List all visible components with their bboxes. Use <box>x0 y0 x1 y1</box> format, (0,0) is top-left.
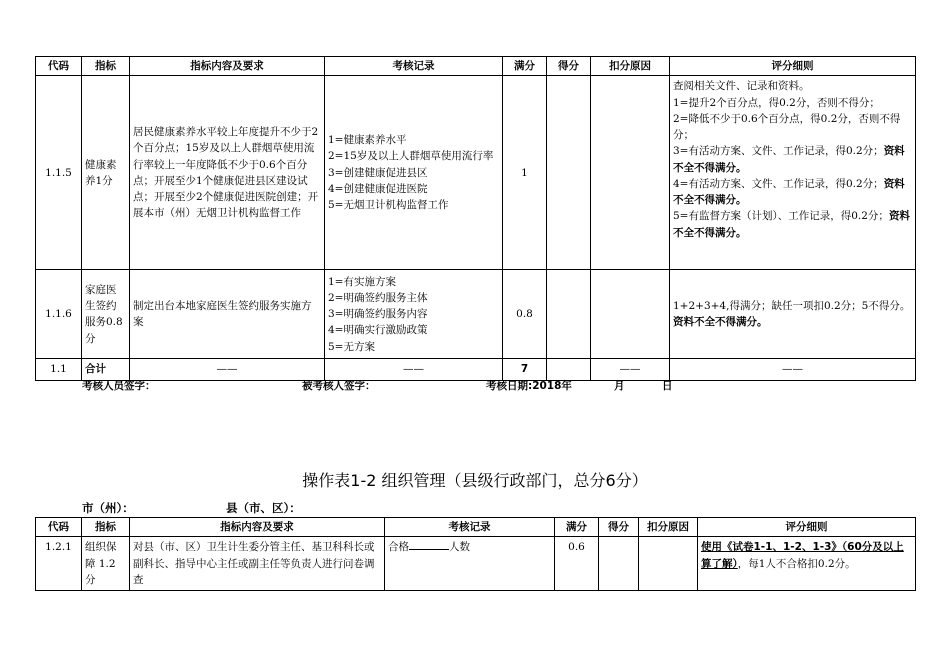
header-record: 考核记录 <box>385 518 555 537</box>
header-record: 考核记录 <box>325 57 503 76</box>
record-item: 4=明确实行激励政策 <box>328 324 428 337</box>
header-deduction-reason: 扣分原因 <box>639 518 698 537</box>
row-full-score: 0.6 <box>555 537 599 591</box>
city-label: 市（州）： <box>82 501 134 515</box>
rule-underlined-text: 使用《试卷1-1、1-2、1-3》（60分及以上算了解） <box>701 541 904 570</box>
rule-text: ，每1人不合格扣0.2分。 <box>737 557 856 570</box>
header-content: 指标内容及要求 <box>130 518 385 537</box>
header-deduction-reason: 扣分原因 <box>591 57 670 76</box>
header-indicator: 指标 <box>82 57 130 76</box>
header-score: 得分 <box>599 518 639 537</box>
total-score-cell[interactable] <box>547 359 591 380</box>
header-indicator: 指标 <box>82 518 130 537</box>
rule-text: 5=有监督方案（计划）、工作记录，得0.2分； <box>673 210 889 223</box>
total-dash: —— <box>325 359 503 380</box>
row-content: 居民健康素养水平较上年度提升不少于2个百分点；15岁及以上人群烟草使用流行率较上一年度降低不少于0.6个百分点；开展至少1个健康促进县区建设试点；开展至少2个健康促进医院创建；开展本市（州）无烟卫计机构监督工作 <box>130 76 325 270</box>
total-dash: —— <box>130 359 325 380</box>
row-content: 对县（市、区）卫生计生委分管主任、基卫科科长或副科长、指导中心主任或副主任等负责人进行问卷调查 <box>130 537 385 591</box>
record-item: 2=明确签约服务主体 <box>328 291 428 304</box>
row-indicator: 组织保障 1.2分 <box>82 537 130 591</box>
total-row <box>36 359 916 380</box>
total-full-score: 7 <box>503 359 547 380</box>
header-code: 代码 <box>36 57 82 76</box>
row-record <box>325 270 503 359</box>
record-item: 3=明确签约服务内容 <box>328 308 428 321</box>
header-score: 得分 <box>547 57 591 76</box>
row-rules <box>698 537 916 591</box>
rule-text: 3=有活动方案、文件、工作记录，得0.2分； <box>673 145 884 158</box>
row-reason-cell[interactable] <box>639 537 698 591</box>
exam-month-label: 月 <box>614 380 625 392</box>
section-title: 操作表1-2 组织管理（县级行政部门，总分6分） <box>302 471 648 490</box>
table-header-row <box>36 518 916 537</box>
examinee-signature-label: 被考核人签字： <box>302 380 376 392</box>
scoring-table-2 <box>35 517 916 591</box>
header-content: 指标内容及要求 <box>130 57 325 76</box>
header-rules: 评分细则 <box>670 57 916 76</box>
header-full-score: 满分 <box>555 518 599 537</box>
row-reason-cell[interactable] <box>591 76 670 270</box>
exam-date-label: 考核日期:2018年 <box>486 380 572 392</box>
table-row <box>36 76 916 270</box>
record-item: 5=无方案 <box>328 340 375 353</box>
row-rules <box>670 270 916 359</box>
record-item: 2=15岁及以上人群烟草使用流行率 <box>328 150 494 163</box>
row-content: 制定出台本地家庭医生签约服务实施方案 <box>130 270 325 359</box>
record-suffix: 人数 <box>449 541 470 554</box>
row-rules <box>670 76 916 270</box>
total-label: 合计 <box>82 359 130 380</box>
rule-bold-text: 资料不全不得满分。 <box>673 177 905 207</box>
row-score-cell[interactable] <box>599 537 639 591</box>
rule-bold-text: 资料不全不得满分。 <box>673 210 910 239</box>
row-indicator: 家庭医生签约服务0.8分 <box>82 270 130 359</box>
record-item: 1=健康素养水平 <box>328 134 407 147</box>
table-row <box>36 270 916 359</box>
row-code: 1.1.5 <box>36 76 82 270</box>
row-record <box>325 76 503 270</box>
rule-bold-text: 资料不全不得满分。 <box>673 145 905 174</box>
header-rules: 评分细则 <box>698 518 916 537</box>
rule-bold-text: 资料不全不得满分。 <box>673 316 768 329</box>
record-item: 1=有实施方案 <box>328 275 396 288</box>
examiner-signature-label: 考核人员签字： <box>82 380 156 392</box>
row-record <box>385 537 555 591</box>
row-code: 1.2.1 <box>36 537 82 591</box>
header-full-score: 满分 <box>503 57 547 76</box>
rule-text: 1+2+3+4,得满分；缺任一项扣0.2分；5不得分。 <box>673 300 911 312</box>
header-code: 代码 <box>36 518 82 537</box>
record-item: 3=创建健康促进县区 <box>328 166 428 179</box>
exam-day-label: 日 <box>662 380 673 392</box>
rule-text: 1=提升2个百分点，得0.2分，否则不得分； <box>673 96 880 109</box>
table-header-row <box>36 57 916 76</box>
total-dash: —— <box>670 359 916 380</box>
scoring-table-1 <box>35 56 916 381</box>
record-item: 5=无烟卫计机构监督工作 <box>328 199 449 212</box>
county-label: 县（市、区）： <box>226 501 301 515</box>
row-full-score: 1 <box>503 76 547 270</box>
rule-text: 查阅相关文件、记录和资料。 <box>673 80 810 93</box>
row-reason-cell[interactable] <box>591 270 670 359</box>
total-code: 1.1 <box>36 359 82 380</box>
table-row <box>36 537 916 591</box>
total-dash: —— <box>591 359 670 380</box>
rule-text: 2=降低不少于0.6个百分点，得0.2分，否则不得分； <box>673 112 901 142</box>
row-indicator: 健康素养1分 <box>82 76 130 270</box>
record-item: 4=创建健康促进医院 <box>328 182 428 195</box>
record-prefix: 合格 <box>388 541 409 554</box>
row-code: 1.1.6 <box>36 270 82 359</box>
row-score-cell[interactable] <box>547 76 591 270</box>
row-score-cell[interactable] <box>547 270 591 359</box>
rule-text: 4=有活动方案、文件、工作记录，得0.2分； <box>673 177 884 190</box>
record-blank[interactable] <box>409 539 449 550</box>
row-full-score: 0.8 <box>503 270 547 359</box>
